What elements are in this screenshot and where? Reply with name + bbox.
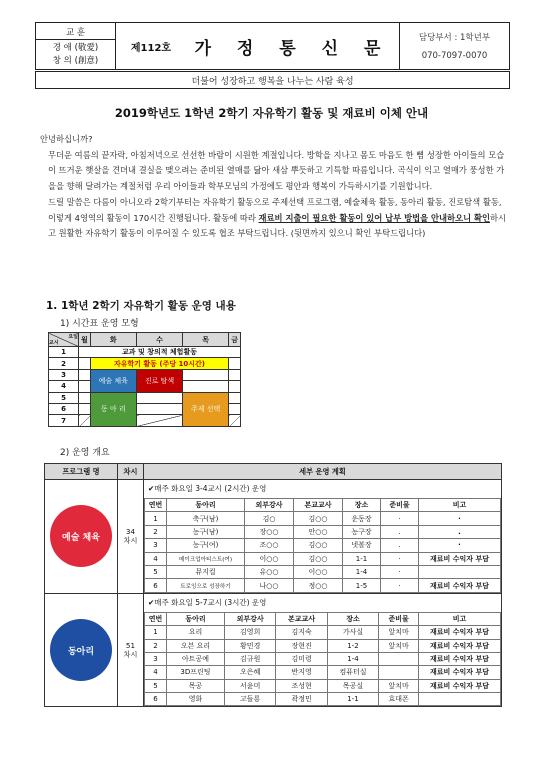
header-program: 프로그램 명 (45, 464, 118, 480)
issue-number: 제112호 (130, 42, 172, 54)
table-cell: 오븐 요리 (167, 639, 225, 652)
table-row (145, 693, 501, 706)
col-teacher: 본교교사 (276, 612, 327, 625)
table-cell: 2 (145, 525, 167, 538)
table-row (145, 639, 501, 652)
day-tue: 화 (90, 333, 136, 347)
club-table (144, 612, 501, 707)
table-cell: 김지숙 (276, 626, 327, 639)
table-cell: · (380, 579, 418, 592)
table-cell: 김영희 (225, 626, 276, 639)
col-supplies: 준비물 (380, 499, 418, 512)
table-cell: 5 (145, 679, 167, 692)
newsletter-title: 가 정 통 신 문 (194, 38, 391, 59)
club-schedule: ✔매주 화요일 5-7교시 (3시간) 운영 (148, 597, 267, 607)
table-cell: 목공 (167, 679, 225, 692)
table-cell: 유○○ (245, 565, 294, 578)
table-cell: 앞치마 (379, 639, 419, 652)
table-cell: 가사실 (327, 626, 378, 639)
header-plan: 세부 운영 계획 (144, 464, 502, 480)
table-cell (379, 666, 419, 679)
table-cell: 농구장 (343, 525, 381, 538)
table-row (145, 579, 501, 592)
table-cell: 4 (145, 552, 167, 565)
table-cell: 4 (145, 666, 167, 679)
period-3: 3 (49, 369, 79, 380)
timetable (48, 332, 241, 427)
table-cell: 재료비 수익자 부담 (419, 552, 501, 565)
table-cell: · (380, 512, 418, 525)
table-cell: 앞치마 (379, 679, 419, 692)
arts-table (144, 498, 501, 593)
table-cell: 6 (145, 693, 167, 706)
arts-program-cell (45, 480, 118, 594)
table-cell: 재료비 수익자 부담 (419, 579, 501, 592)
motto-label: 교 훈 (36, 26, 115, 40)
table-cell: 메이크업아티스트(여) (167, 552, 245, 565)
table-cell: 1-4 (343, 565, 381, 578)
table-cell: · (380, 565, 418, 578)
table-cell: 황민경 (225, 639, 276, 652)
table-row (145, 679, 501, 692)
club-program-cell (45, 593, 118, 707)
table-cell: 1-2 (327, 639, 378, 652)
table-cell: . (380, 525, 418, 538)
col-club: 동아리 (167, 499, 245, 512)
table-cell: 2 (145, 639, 167, 652)
table-cell: 트로잉으로 성장하기 (167, 579, 245, 592)
paragraph-2-text: 드릴 말씀은 다름이 아니오라 2학기부터는 자유학기 활동으로 주제선택 프로그램, 예술체육 활동, 동아리 활동, 진로탐색 활동, 이렇게 4영역의 활동이 170시간 진행됩니다. 활동에 따라 (48, 196, 502, 223)
table-cell: 6 (145, 579, 167, 592)
table-cell: 효대폰 (379, 693, 419, 706)
club-hours-cell (118, 593, 144, 707)
table-cell: 재료비 수익자 부담 (419, 626, 501, 639)
table-cell: 1-5 (343, 579, 381, 592)
table-cell: 1-4 (327, 652, 378, 665)
table-cell: 김○○ (294, 512, 343, 525)
col-club: 동아리 (167, 612, 225, 625)
col-instructor: 외부강사 (245, 499, 294, 512)
col-note: 비고 (419, 612, 501, 625)
table-cell: 이○○ (294, 565, 343, 578)
table-row (145, 512, 501, 525)
table-cell: 재료비 수익자 부담 (419, 666, 501, 679)
corner-day: 요일 (68, 334, 78, 340)
period-7: 7 (49, 415, 79, 426)
day-fri: 금 (229, 333, 241, 347)
table-cell (379, 652, 419, 665)
table-row (145, 552, 501, 565)
table-cell: 앞치마 (379, 626, 419, 639)
club-hours-unit: 차시 (123, 649, 138, 659)
table-cell: 나○○ (245, 579, 294, 592)
table-cell: 이○○ (245, 552, 294, 565)
motto-box (36, 23, 116, 69)
table-cell: · (419, 539, 501, 552)
table-cell: 재료비 수익자 부담 (419, 679, 501, 692)
club-block: 동 아 리 (90, 392, 136, 426)
free-semester-row: 자유학기 활동 (주당 10시간) (90, 358, 229, 369)
motto-line-1: 경 애 (敬愛) (52, 42, 99, 53)
topic-block: 주제 선택 (183, 392, 229, 426)
table-cell: 아트공예 (167, 652, 225, 665)
table-cell: 조○○ (245, 539, 294, 552)
paragraph-1: 무더운 여름의 끝자락, 아침저녁으로 선선한 바람이 시원한 계절입니다. 방학을 지나고 몸도 마음도 한 뼘 성장한 아이들의 모습이 뜨거운 햇살을 견뎌내 결실을 맺으려는 준비된 열매를 닮아 새삼 뿌듯하고 기특할 따름입니다. 곡식이 익고 열매가 풍성한 가을을 향해 달려가는 계절처럼 우리 아이들과 학부모님의 가정에도 평안과 행복이 가득하시기를 기원합니다. (48, 149, 505, 192)
table-cell: 3 (145, 539, 167, 552)
day-thu: 목 (183, 333, 229, 347)
table-row (145, 539, 501, 552)
paragraph-2-end: 하시고 원활한 자유학기 활동이 이루어질 수 있도록 협조 부탁드립니다. (뒷면까지 있으니 확인 부탁드립니다) (48, 212, 507, 239)
arts-badge: 예술 체육 (50, 505, 112, 567)
table-cell: 정○○ (294, 579, 343, 592)
table-cell: 넷볼장 (343, 539, 381, 552)
table-cell: 3 (145, 652, 167, 665)
corner-period: 교시 (49, 340, 59, 346)
slogan: 더불어 성장하고 행복을 나누는 사람 육성 (35, 71, 510, 89)
period-4: 4 (49, 381, 79, 392)
masthead (35, 22, 510, 70)
table-cell: 김규원 (225, 652, 276, 665)
arts-hours-unit: 차시 (123, 535, 138, 545)
header-hours: 차시 (118, 464, 144, 480)
table-row (145, 565, 501, 578)
career-block: 진로 탐색 (136, 369, 182, 392)
table-cell (419, 565, 501, 578)
table-cell: . (419, 525, 501, 538)
col-supplies: 준비물 (379, 612, 419, 625)
arts-block: 예술 체육 (90, 369, 136, 392)
col-place: 장소 (343, 499, 381, 512)
table-cell: 3D프린팅 (167, 666, 225, 679)
table-cell: 조성현 (276, 679, 327, 692)
table-cell: 1-1 (327, 693, 378, 706)
table-cell: . (380, 539, 418, 552)
col-teacher: 본교교사 (294, 499, 343, 512)
motto-line-2: 창 의 (創意) (52, 56, 99, 67)
table-cell: 뮤지컬 (167, 565, 245, 578)
table-cell: 김미령 (276, 652, 327, 665)
club-hours: 51 (125, 640, 136, 650)
col-place: 장소 (327, 612, 378, 625)
table-cell: 안○○ (294, 525, 343, 538)
table-cell: 곽정민 (276, 693, 327, 706)
table-cell: 서윤미 (225, 679, 276, 692)
table-cell: 축구(남) (167, 512, 245, 525)
table-cell: 오은혜 (225, 666, 276, 679)
table-cell: 1 (145, 512, 167, 525)
subheading-overview: 2) 운영 개요 (60, 448, 110, 458)
department-box (399, 23, 509, 69)
table-cell: 운동장 (343, 512, 381, 525)
subheading-timetable: 1) 시간표 운영 모형 (60, 319, 139, 329)
table-cell: 농구(남) (167, 525, 245, 538)
col-no: 연번 (145, 499, 167, 512)
table-cell: 1-1 (343, 552, 381, 565)
table-cell: 김○○ (294, 552, 343, 565)
table-cell: 요리 (167, 626, 225, 639)
table-cell: 컴퓨터실 (327, 666, 378, 679)
table-row (145, 666, 501, 679)
greeting: 안녕하십니까? (40, 134, 93, 144)
table-cell: 고들룡 (225, 693, 276, 706)
phone: 070-7097-0070 (421, 51, 488, 61)
letter-body (40, 132, 508, 242)
table-row (145, 626, 501, 639)
overview-table (44, 463, 502, 707)
col-note: 비고 (419, 499, 501, 512)
arts-hours: 34 (125, 526, 136, 536)
table-row (145, 525, 501, 538)
day-mon: 월 (79, 333, 91, 347)
curriculum-row: 교과 및 창의적 체험활동 (79, 347, 241, 358)
table-cell: 재료비 수익자 부담 (419, 652, 501, 665)
period-1: 1 (49, 347, 79, 358)
period-2: 2 (49, 358, 79, 369)
timetable-corner (49, 333, 79, 347)
table-cell: 장현진 (276, 639, 327, 652)
table-cell: 김○ (245, 512, 294, 525)
table-cell: 장○○ (245, 525, 294, 538)
col-instructor: 외부강사 (225, 612, 276, 625)
arts-hours-cell (118, 480, 144, 594)
arts-plan-cell (144, 480, 502, 594)
table-cell: 재료비 수익자 부담 (419, 639, 501, 652)
table-cell: 1 (145, 626, 167, 639)
table-cell: 김○○ (294, 539, 343, 552)
table-cell: 목공실 (327, 679, 378, 692)
payment-notice: 재료비 지출이 필요한 활동이 있어 납부 방법을 안내하오니 확인 (258, 212, 491, 223)
table-cell: · (380, 552, 418, 565)
table-cell: · (419, 512, 501, 525)
table-row (145, 652, 501, 665)
table-cell: 영화 (167, 693, 225, 706)
table-cell: 5 (145, 565, 167, 578)
col-no: 연번 (145, 612, 167, 625)
table-cell: 농구(여) (167, 539, 245, 552)
club-badge: 동아리 (50, 619, 112, 681)
table-cell: 반지영 (276, 666, 327, 679)
paragraph-2 (48, 195, 508, 242)
arts-schedule: ✔매주 화요일 3-4교시 (2시간) 운영 (148, 484, 267, 493)
period-5: 5 (49, 392, 79, 403)
period-6: 6 (49, 403, 79, 414)
department: 담당부서 : 1학년부 (418, 33, 491, 43)
section-heading: 1. 1학년 2학기 자유학기 활동 운영 내용 (46, 300, 236, 312)
club-plan-cell (144, 593, 502, 707)
table-cell (419, 693, 501, 706)
page-title: 2019학년도 1학년 2학기 자유학기 활동 및 재료비 이체 안내 (114, 106, 429, 120)
day-wed: 수 (136, 333, 182, 347)
